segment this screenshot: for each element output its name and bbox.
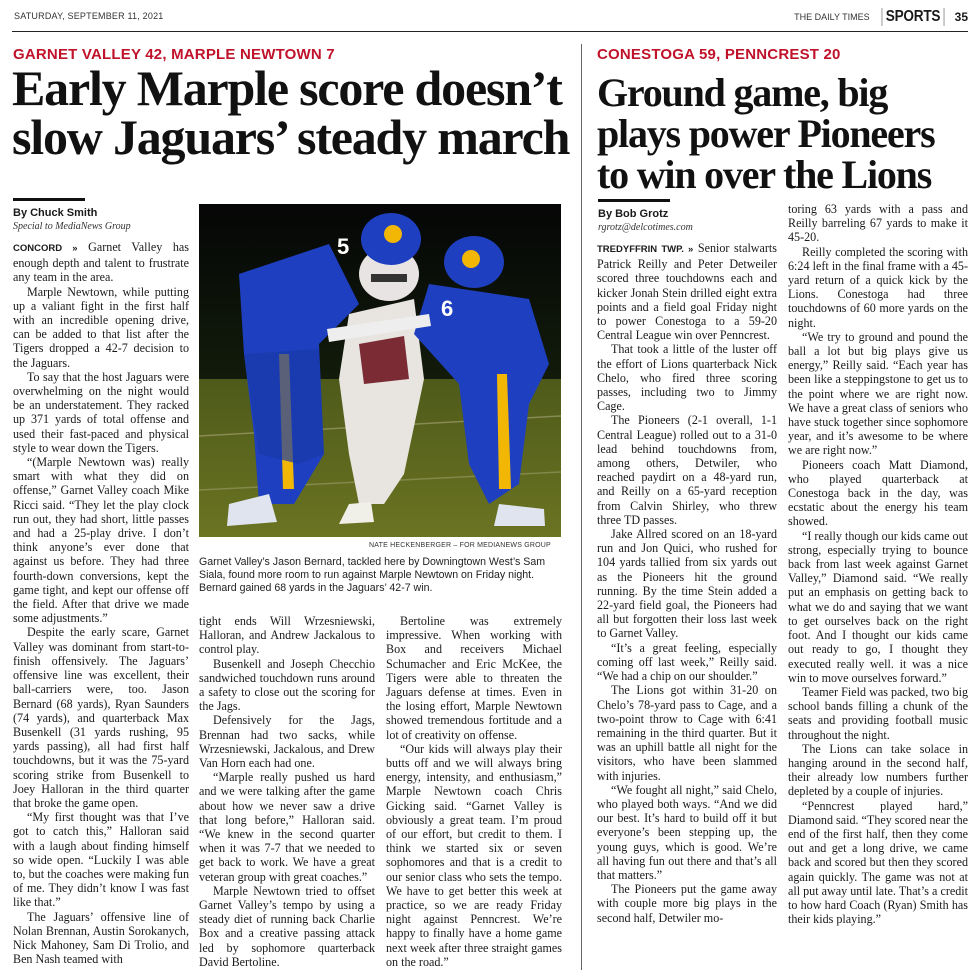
paragraph: Senior stalwarts Patrick Reilly and Peter Detweiler scored three touchdowns each and kicker Jonah Stein drilled eight extra points and a field goal Friday night to power Conestoga to a 59-20 Central League win over Penncrest. (597, 241, 777, 343)
football-photo (199, 204, 561, 537)
paragraph: “Our kids will always play their butts off and we will always bring energy, intensity, and enthusiasm,” Marple Newtown coach Chris Gicking said. “Garnet Valley is obviously a great team. I’m proud of our effort, but credit to them. I think we started six or seven sophomores and that is a credit to our senior class who sets the tempo. We have to get better this week at practice, so we are ready Friday night against Penncrest. We’re happy to finally have a home game next week after three straight games on the road.” (386, 741, 562, 969)
page-masthead (794, 8, 968, 26)
story1-byline: By Chuck Smith (13, 207, 98, 219)
paragraph: To say that the host Jaguars were overwhelming on the night would be an understatement. They racked up 371 yards of total offense and used their fast-paced and physical style to wear down the Tigers. (13, 369, 189, 455)
photo-caption: Garnet Valley’s Jason Bernard, tackled here by Downingtown West’s Sam Siala, found more room to run against Marple Newtown on Friday night. Bernard gained 68 yards in the Jaguars’ 42-7 win. (199, 556, 546, 594)
paragraph: “My first thought was that I’ve got to catch this,” Halloran said with a laugh about finding himself so wide open. “Luckily I was able to, but the coaches were making fun of me. They didn’t know I was fast like that.” (13, 810, 189, 910)
paragraph: Marple Newtown, while putting up a valiant fight in the first half with an incredible opening drive, can be added to that list after the Tigers dropped a 42-7 decision to the Jaguars. (13, 284, 189, 370)
paragraph: Garnet Valley has enough depth and talent to frustrate any team in the area. (13, 240, 189, 285)
story2-kicker: CONESTOGA 59, PENNCREST 20 (597, 46, 841, 63)
football-tackle-illustration (199, 204, 561, 537)
paper-name: THE DAILY TIMES (794, 12, 870, 22)
paragraph: The Lions got within 31-20 on Chelo’s 78-yard pass to Cage, and a two-point throw to Cage with 6:41 remaining in the third quarter. But it was an uphill battle all night for the visitors, who have been slammed with injuries. (597, 683, 777, 783)
paragraph: Despite the early scare, Garnet Valley was dominant from start-to-finish offensively. The Jaguars’ offensive line was excellent, their ball-carriers were, too. Jason Bernard (68 yards), Ryan Saunders (74 yards), and quarterback Max Busenkell (31 yards rushing, 95 yards passing), all had first half touchdowns, but it was the 75-yard scoring strike from Busenkell to Joey Halloran in the third quarter that broke the game open. (13, 625, 189, 810)
photo-credit: NATE HECKENBERGER – FOR MEDIANEWS GROUP (369, 542, 551, 549)
page-date: SATURDAY, SEPTEMBER 11, 2021 (14, 11, 164, 21)
page-number: 35 (954, 10, 968, 24)
story1-column-1 (13, 240, 189, 966)
column-divider (581, 44, 582, 970)
story2-headline: Ground game, big plays power Pioneers to win over the Lions (597, 70, 935, 197)
paragraph: “We fought all night,” said Chelo, who played both ways. “And we did our best. It’s hard to build off it but everyone’s been stepping up, the young guys, which is good. We’re all having fun out there and that’s all that matters.” (597, 782, 777, 882)
story1-kicker: GARNET VALLEY 42, MARPLE NEWTOWN 7 (13, 46, 335, 63)
paragraph: The Jaguars’ offensive line of Nolan Brennan, Austin Sorokanych, Nick Mahoney, Sam Di Trolio, and Ben Nash teamed with (13, 909, 189, 967)
byline-rule (13, 198, 85, 201)
jersey-number-left: 5 (337, 234, 350, 259)
paragraph: Pioneers coach Matt Diamond, who played quarterback at Conestoga back in the day, was ecstatic about the energy his team showed. (788, 457, 968, 529)
paragraph: “Penncrest played hard,” Diamond said. “They scored near the end of the first half, then they come out and get a long drive, we came back and scored but then they scored again quickly. The game was not at all put away until late. That’s a credit to how hard Coach (Ryan) Smith has their kids playing.” (788, 798, 968, 927)
story1-dateline: CONCORD » (13, 243, 78, 254)
paragraph: tight ends Will Wrzesniewski, Halloran, and Andrew Jackalous to control play. (199, 614, 375, 657)
story1-column-3 (386, 614, 562, 969)
paragraph: The Pioneers (2-1 overall, 1-1 Central League) rolled out to a 31-0 lead behind touchdowns from, among others, Detwiler, who reached paydirt on a 48-yard run, and Reilly on a 65-yard reception from Calvin Shirley, who threw three TD passes. (597, 413, 777, 527)
paragraph: The Lions can take solace in hanging around in the second half, their already low numbers further depleted by a couple of injuries. (788, 741, 968, 799)
paragraph: Defensively for the Jags, Brennan had two sacks, while Wrzesniewski, Jackalous, and Drew Van Horn each had one. (199, 713, 375, 771)
byline-rule (598, 199, 670, 202)
paragraph: Jake Allred scored on an 18-yard run and Jon Quici, who rushed for 104 yards tallied from six yards out as the Pioneers hit the ground running. By the time Stein added a 22-yard field goal, the Pioneers had all but forgotten their loss last week to Garnet Valley. (597, 527, 777, 641)
section-name: SPORTS (881, 8, 944, 26)
story2-byline-sub: rgrotz@delcotimes.com (598, 222, 693, 233)
header-rule (12, 31, 968, 32)
paragraph: Teamer Field was packed, two big school bands filling a chunk of the seats and providing football music throughout the night. (788, 684, 968, 742)
story1-byline-sub: Special to MediaNews Group (13, 221, 131, 232)
paragraph: That took a little of the luster off the effort of Lions quarterback Nick Chelo, who fired three scoring passes, including two to Jimmy Cage. (597, 342, 777, 414)
paragraph: The Pioneers put the game away with couple more big plays in the second half, Detwiler mo- (597, 882, 777, 925)
story2-column-1 (597, 241, 777, 925)
paragraph: Marple Newtown tried to offset Garnet Valley’s tempo by using a steady diet of running back Charlie Box and a creative passing attack led by sophomore quarterback David Bertoline. (199, 883, 375, 969)
story1-column-2 (199, 614, 375, 969)
story1-headline: Early Marple score doesn’t slow Jaguars’ steady march (12, 60, 570, 165)
paragraph: Bertoline was extremely impressive. When working with Box and receivers Michael Schumacher and Eric McKee, the Tigers were able to threaten the Jaguars defense at times. Even in the losing effort, Marple Newtown showed tremendous fortitude and a lot of creativity on offense. (386, 614, 562, 742)
paragraph: Busenkell and Joseph Checchio sandwiched touchdown runs around a safety to close out the scoring for the Jags. (199, 656, 375, 714)
paragraph: “(Marple Newtown was) really smart with what they did on offense,” Garnet Valley coach Mike Ricci said. “They let the play clock run out, they had short, little passes and had a 25-play drive. I don’t think anyone’s ever done that against us before. They had three fourth-down conversions, kept the game tight, and kept our offense off the field. After that drive we made some adjustments.” (13, 455, 189, 626)
story2-dateline: TREDYFFRIN TWP. » (597, 244, 694, 255)
paragraph: “It’s a great feeling, especially coming off last week,” Reilly said. “We had a chip on our shoulder.” (597, 640, 777, 684)
paragraph: toring 63 yards with a pass and Reilly barreling 67 yards to make it 45-20. (788, 202, 968, 245)
paragraph: Reilly completed the scoring with 6:24 left in the final frame with a 45-yard return of a quick kick by the Lions. Conestoga had three touchdowns of 60 more yards on the night. (788, 244, 968, 330)
paragraph: “Marple really pushed us hard and we were talking after the game about how we never saw a drive that long before,” Halloran said. “We knew in the second quarter when it was 7-7 that we needed to get back to work. We have a great veteran group with great coaches.” (199, 770, 375, 884)
story2-column-2 (788, 202, 968, 926)
paragraph: “I really though our kids came out strong, especially trying to bounce back from last week against Garnet Valley,” Diamond said. “We really put an emphasis on getting back to what we do and saying that we want to get ourselves back on the right foot. And I thought our kids came out ready to go, I thought they executed really well. it was a nice win to move ourselves forward.” (788, 528, 968, 685)
paragraph: “We try to ground and pound the ball a lot but big plays give us energy,” Reilly said. “Each year has been like a steppingstone to get us to the point where we are right now. We have a great class of seniors who have stuck together since sophomore year, and it’s awesome to be where we are right now.” (788, 329, 968, 458)
story2-byline: By Bob Grotz (598, 208, 669, 220)
jersey-number-right: 6 (441, 296, 454, 321)
